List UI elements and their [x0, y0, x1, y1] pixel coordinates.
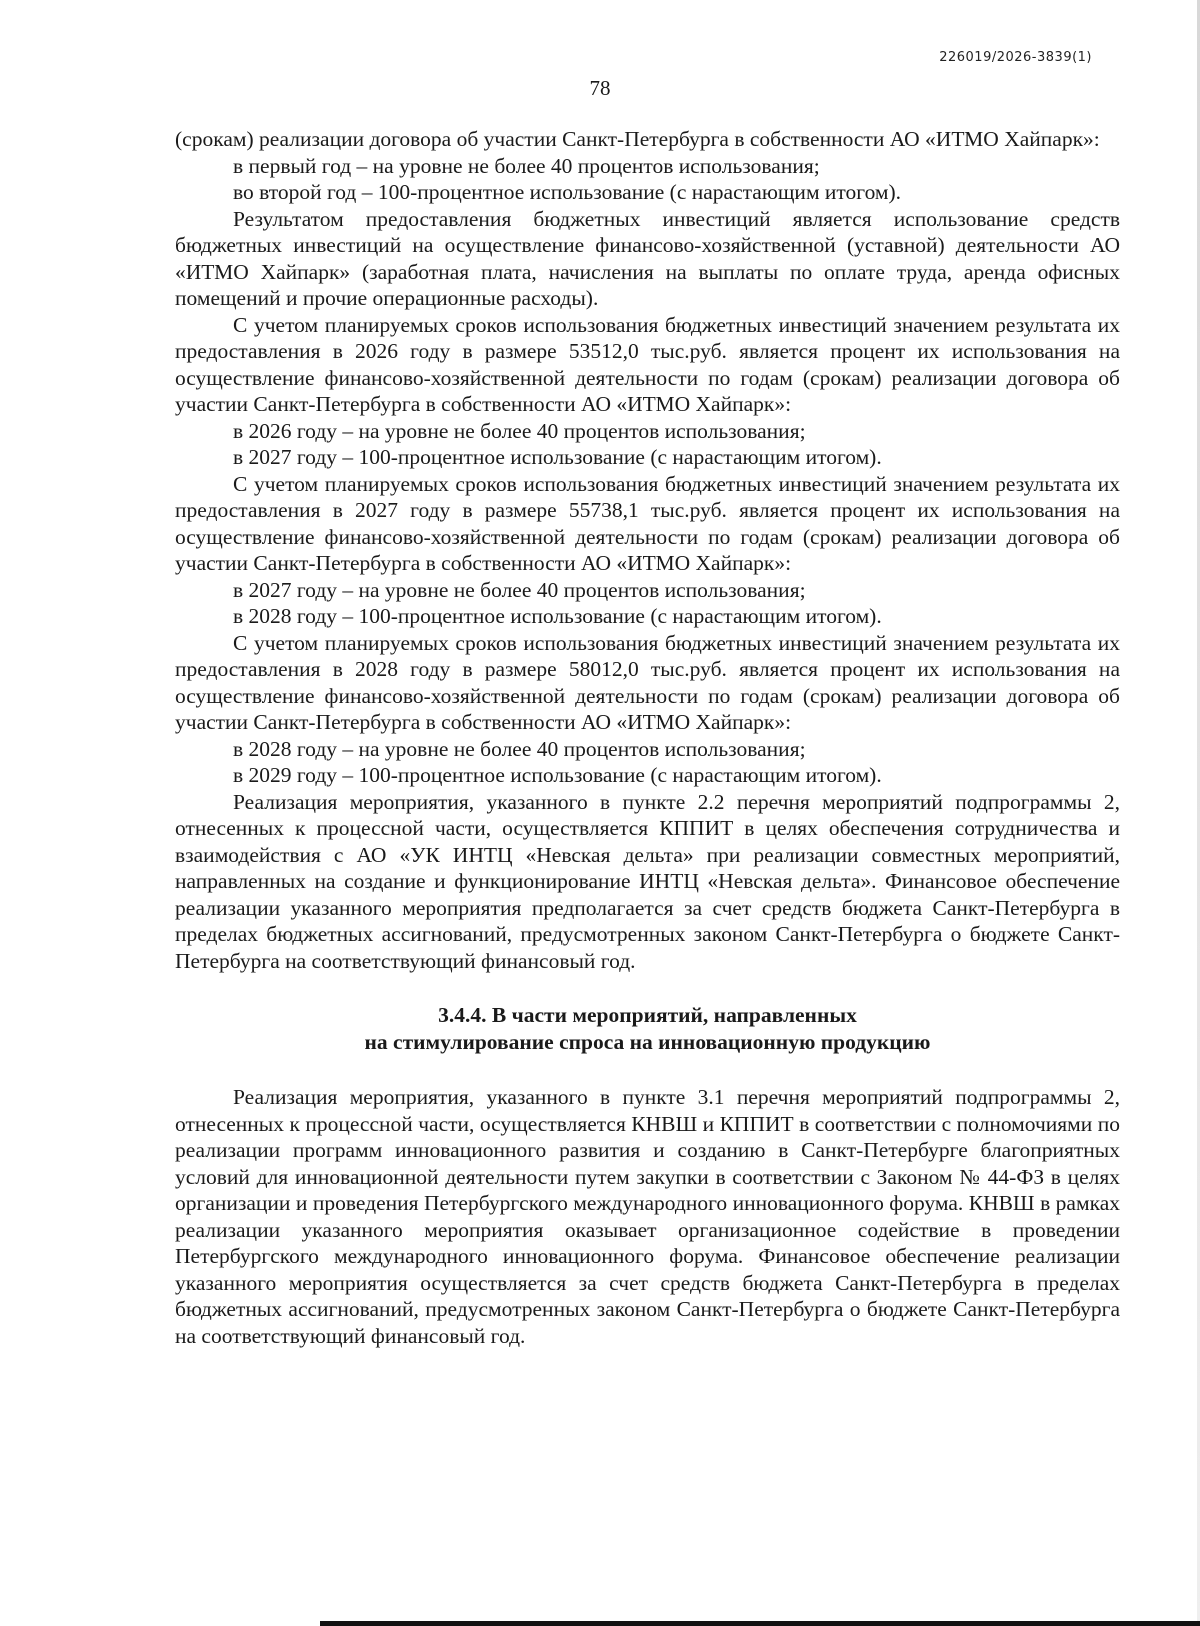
- document-id: 226019/2026-3839(1): [939, 50, 1092, 65]
- scan-bottom-border: [320, 1621, 1200, 1626]
- section-heading-line-2: на стимулирование спроса на инновационную продукцию: [364, 1030, 931, 1054]
- paragraph: С учетом планируемых сроков использования бюджетных инвестиций значением результата их предоставления в 2026 году в размере 53512,0 тыс.руб. является процент их использования на осуществление финансово-хозяйственной деятельности по годам (срокам) реализации договора об участии Санкт-Петербурга в собственности АО «ИТМО Хайпарк»:: [175, 312, 1120, 416]
- list-item: в первый год – на уровне не более 40 процентов использования;: [233, 153, 820, 178]
- list-item: в 2027 году – на уровне не более 40 процентов использования;: [233, 577, 806, 602]
- list-item: в 2027 году – 100-процентное использование (с нарастающим итогом).: [233, 445, 882, 469]
- list-item: в 2026 году – на уровне не более 40 процентов использования;: [233, 418, 806, 443]
- page-number: 78: [589, 76, 611, 100]
- section-heading-line-1: 3.4.4. В части мероприятий, направленных: [438, 1003, 857, 1027]
- list-item: в 2028 году – на уровне не более 40 процентов использования;: [233, 736, 806, 761]
- paragraph: Реализация мероприятия, указанного в пункте 2.2 перечня мероприятий подпрограммы 2, отнесенных к процессной части, осуществляется КППИТ в целях обеспечения сотрудничества и взаимодействия с АО «УК ИНТЦ «Невская дельта» при реализации совместных мероприятий, направленных на создание и функционирование ИНТЦ «Невская дельта». Финансовое обеспечение реализации указанного мероприятия предполагается за счет средств бюджета Санкт-Петербурга в пределах бюджетных ассигнований, предусмотренных законом Санкт-Петербурга о бюджете Санкт-Петербурга на соответствующий финансовый год.: [175, 789, 1120, 973]
- document-body: [175, 126, 1120, 1349]
- list-item: в 2029 году – 100-процентное использование (с нарастающим итогом).: [233, 763, 882, 787]
- paragraph: С учетом планируемых сроков использования бюджетных инвестиций значением результата их предоставления в 2027 году в размере 55738,1 тыс.руб. является процент их использования на осуществление финансово-хозяйственной деятельности по годам (срокам) реализации договора об участии Санкт-Петербурга в собственности АО «ИТМО Хайпарк»:: [175, 471, 1120, 575]
- paragraph: Реализация мероприятия, указанного в пункте 3.1 перечня мероприятий подпрограммы 2, отнесенных к процессной части, осуществляется КНВШ и КППИТ в соответствии с полномочиями по реализации программ инновационного развития и созданию в Санкт-Петербурге благоприятных условий для инновационной деятельности путем закупки в соответствии с Законом № 44-ФЗ в целях организации и проведения Петербургского международного инновационного форума. КНВШ в рамках реализации указанного мероприятия оказывает организационное содействие в проведении Петербургского международного инновационного форума. Финансовое обеспечение реализации указанного мероприятия осуществляется за счет средств бюджета Санкт-Петербурга в пределах бюджетных ассигнований, предусмотренных законом Санкт-Петербурга о бюджете Санкт-Петербурга на соответствующий финансовый год.: [175, 1085, 1120, 1348]
- section-heading: [175, 1002, 1120, 1056]
- list-item: во второй год – 100-процентное использование (с нарастающим итогом).: [233, 180, 902, 204]
- paragraph-continuation: (срокам) реализации договора об участии Санкт-Петербурга в собственности АО «ИТМО Хайпарк»:: [175, 127, 1100, 151]
- list-item: в 2028 году – 100-процентное использование (с нарастающим итогом).: [233, 604, 882, 628]
- paragraph: Результатом предоставления бюджетных инвестиций является использование средств бюджетных инвестиций на осуществление финансово-хозяйственной (уставной) деятельности АО «ИТМО Хайпарк» (заработная плата, начисления на выплаты по оплате труда, аренда офисных помещений и прочие операционные расходы).: [175, 206, 1120, 310]
- paragraph: С учетом планируемых сроков использования бюджетных инвестиций значением результата их предоставления в 2028 году в размере 58012,0 тыс.руб. является процент их использования на осуществление финансово-хозяйственной деятельности по годам (срокам) реализации договора об участии Санкт-Петербурга в собственности АО «ИТМО Хайпарк»:: [175, 630, 1120, 734]
